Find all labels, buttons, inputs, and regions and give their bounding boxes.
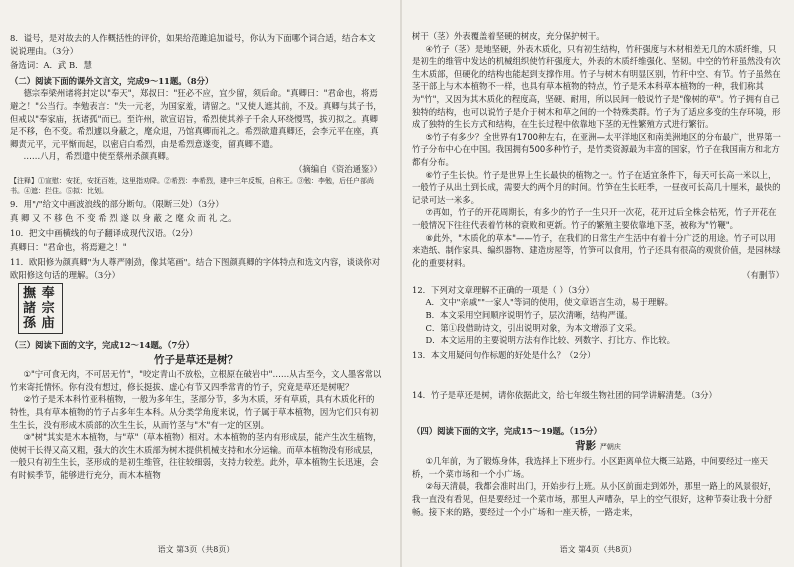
calligraphy-image bbox=[18, 283, 63, 334]
source-citation: （有删节） bbox=[742, 270, 784, 281]
question-9: 9．用"/"给文中画波浪线的部分断句。（限断三处）（3分） bbox=[10, 198, 224, 209]
question-12-option: B．本文采用空间顺序说明竹子，层次清晰，结构严谨。 bbox=[425, 310, 633, 321]
article-para: ①几年前，为了锻炼身体，我选择上下班步行。小区距离单位大概三站路，中间要经过一座天桥，一个菜市场和一个小广场。 bbox=[412, 456, 768, 479]
question-9-text: 真 卿 又 不 移 色 不 变 希 烈 遂 以 身 蔽 之 麾 众 而 礼 之。 bbox=[10, 213, 237, 224]
article-para: ③"树"其实是木本植物，与"草"（草本植物）相对。木本植物的茎内有形成层，能产生次生植物，使树干长得又高又粗，强大的次生木质部为树木提供机械支持和水分运输。而草本植物没有形成层，一般只有初生生长，茎形成的是初生维管，往往较细弱，支持力较差。此外，草本植物生长迅速，会有时候季节，能够进行充分，而木本植物 bbox=[10, 432, 382, 481]
classical-text-para: 德宗奉梁州诸将封定以"奉天"，郑叔曰："狂必不应，宜少留，须后命。"真卿曰："君命也，将焉避之！"公当行。李勉表言："失一元老，为国家羞，请留之。"又使人遮其前，不及。真卿与其子书，但戒以"奉家庙，抚诸孤"而已。至许州，欲宣诏旨，希烈使其养子千余人环绕慢骂，拔刃拟之。真卿足不移，色不变。希烈遽以身蔽之，麾众退，乃馆真卿而礼之。希烈欲遣真卿还，会李元平在座，真卿责元平，元平惭而起，以密启白希烈，由是希烈意遂变，留真卿不遣。 bbox=[10, 88, 382, 149]
question-11: 11．欧阳修为颜真卿"为人尊严刚劲，像其笔画"。结合下图颜真卿的字体特点和选文内容，谈谈你对欧阳修这句话的理解。（3分） bbox=[10, 256, 381, 280]
article-para: ⑦再如，竹子的开花周期长，有多少的竹子一生只开一次花，花开过后全株会枯死，竹子开花在一般情况下往往代表着竹林的衰败和更新。竹子的繁殖主要依靠地下茎，被称为"竹鞭"。 bbox=[412, 207, 777, 230]
question-12-option: A．文中"亲戚""一家人"等词的使用，使文章语言生动，易于理解。 bbox=[425, 297, 674, 308]
author-name: 严朝庆 bbox=[599, 442, 621, 451]
article-para: ①"宁可食无肉，不可居无竹"，"咬定青山不放松，立根原在破岩中"……从古至今，文人墨客常以竹来寄托情怀。你有没有想过，修长挺拔、虚心有节又四季常青的竹子，究竟是草还是树呢？ bbox=[10, 369, 382, 392]
section-2-heading: （二）阅读下面的课外文言文，完成9～11题。（8分） bbox=[10, 75, 214, 86]
article-para: ⑥竹子生长快。竹子是世界上生长最快的植物之一。竹子在适宜条件下，每天可长高一米以上，一般竹子从出土到长成，需要大约两个月的时间。竹笋在生长旺季，一昼夜可长高几十厘米，最快的记录可达一米多。 bbox=[412, 169, 781, 205]
calligraphy-column: 撫 諸 孫 bbox=[23, 286, 37, 332]
question-10: 10．把文中画横线的句子翻译成现代汉语。（2分） bbox=[10, 227, 198, 238]
classical-text-para: ……八月，希烈遣中使至蔡州杀颜真卿。 bbox=[23, 151, 175, 162]
annotation-note: 【注释】①宣慰：安抚，安抚百姓，这里指劝降。②希烈：李希烈，建中三年反叛，自称王。③勉：李勉，后任户部尚书。④遮：拦住。⑤拟：比划。 bbox=[10, 176, 374, 195]
answer-space bbox=[412, 402, 784, 422]
page-4 bbox=[412, 30, 784, 540]
page-3 bbox=[10, 30, 382, 540]
question-12-option: C．第①段借助诗文，引出说明对象，为本文增添了文采。 bbox=[425, 322, 642, 333]
question-14: 14．竹子是草还是树，请你依据此文，给七年级生物社团的同学讲解清楚。（3分） bbox=[412, 390, 717, 401]
calligraphy-column: 奉 宗 庙 bbox=[41, 286, 55, 332]
article-para: ⑤竹子有多少？全世界有1700种左右，在亚洲—太平洋地区和南美洲地区的分布最广，世界第一竹子分布中心在中国。我国拥有500多种竹子，是竹类资源最为丰富的国家，竹子在我国南方和北方都有分布。 bbox=[412, 131, 781, 167]
article-para: ②每天清晨，我都会准时出门，开始步行上班。从小区前面走到郊外，那里一路上的风景很好，我一直没有看见，但是要经过一个菜市场，那里人声嘈杂，早上的空气很好，这种节奏让我十分舒畅。接下来的路，要经过一个小广场和一座天桥，一路走来， bbox=[412, 481, 777, 517]
article-title: 背影 严朝庆 bbox=[575, 439, 621, 452]
section-3-heading: （三）阅读下面的文字，完成12～14题。（7分） bbox=[10, 340, 195, 351]
page-footer: 语文 第3页（共8页） bbox=[157, 545, 235, 554]
answer-space bbox=[412, 361, 784, 387]
page-fold bbox=[400, 0, 402, 567]
article-title: 竹子是草还是树？ bbox=[154, 353, 238, 366]
question-13: 13．本文用疑问句作标题的好处是什么？（2分） bbox=[412, 349, 596, 360]
article-para: 树干（茎）外表覆盖着坚硬的树皮，充分保护树干。 bbox=[412, 31, 605, 41]
page-footer: 语文 第4页（共8页） bbox=[559, 545, 637, 554]
article-para: ②竹子是禾本科竹亚科植物，一般为多年生，茎部分节，多为木质，牙有草质，具有木质化秆的特性，具有草本植物的竹子占多年生本科。从分类学角度来说，竹子属于草本植物，因为它们只有初生生长，没有形成木质部的次生生长，从而竹茎与"木"有一定的区别。 bbox=[10, 394, 379, 430]
article-para: ④竹子（茎）是地坚硬，外表木质化，只有初生结构，竹秆强度与木材相差无几的木质纤维，只是初生的维管中发达的机械组织使竹秆强度大，外表的木质纤维强化、坚韧。中空的竹秆虽然没有次生木质部，但硬化的结构也能起到支撑作用。竹子与树木有明显区别，竹秆中空、有节。竹子虽然在茎干部上与木本植物不一样，也具有草本植物的特点，竹子是禾本科草本植物的一种，我们称其为"竹"，又因为其木质化的程度高，坚硬、耐用，所以民间一般说竹子是"像树的草"。竹子拥有自己独特的结构，也可以说竹子是介于树木和草之间的一个特殊类群。竹子为了适应多变的生存环境，形成了独特的生长方式和结构，在生长过程中依靠地下茎的无性繁殖方式进行繁衍。 bbox=[412, 43, 781, 130]
question-12: 12．下列对文章理解不正确的一项是（ ）（3分） bbox=[412, 284, 594, 295]
question-12-option: D．本文运用的主要说明方法有作比较、列数字、打比方、作比较。 bbox=[425, 335, 676, 346]
question-8-options: 备选词：A．武 B．慧 bbox=[10, 60, 92, 71]
article-para: ⑧此外，"木质化的草本"——竹子，在我们的日常生产生活中有着十分广泛的用途。竹子可以用来造纸、制作家具、编织器物、建造房屋等，竹笋可以食用，竹子还具有很高的观赏价值，是园林绿化的重要材料。 bbox=[412, 232, 781, 268]
source-citation: （摘编自《资治通鉴》） bbox=[294, 163, 382, 174]
section-4-heading: （四）阅读下面的文字，完成15～19题。（15分） bbox=[412, 426, 602, 437]
question-10-text: 真卿曰："君命也，将焉避之！" bbox=[10, 242, 127, 253]
question-8: 8．谥号，是对故去的人作概括性的评价，如果给范雎追加谥号，你认为下面哪个词合适，结合本文说说理由。（3分） bbox=[10, 33, 376, 56]
